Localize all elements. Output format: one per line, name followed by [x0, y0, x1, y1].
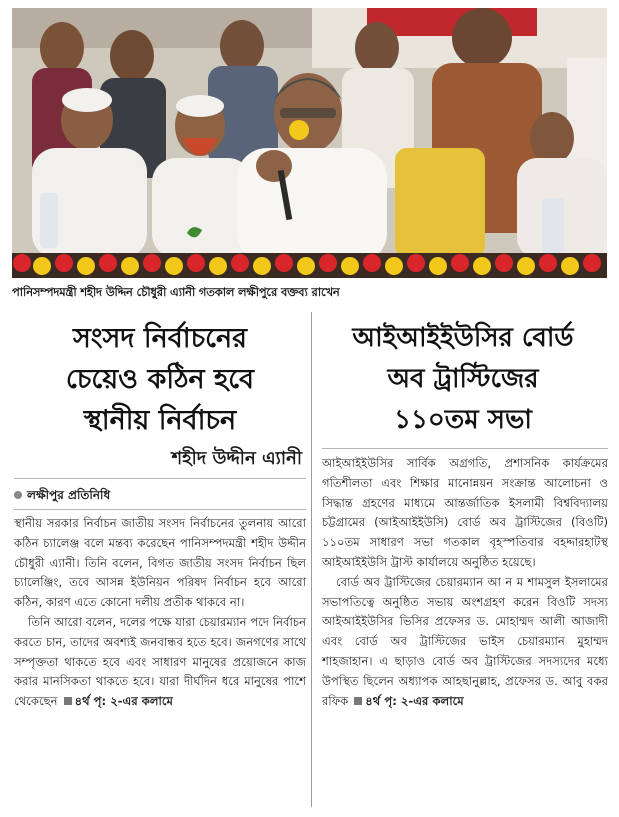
press-conference-photo	[12, 8, 607, 278]
right-headline-line2: অব ট্রাস্টিজের	[387, 364, 539, 394]
right-rule	[322, 448, 608, 449]
right-paragraph-1: আইআইইউসির সার্বিক অগ্রগতি, প্রশাসনিক কার্যক্রমের গতিশীলতা এবং শিক্ষার মানোন্নয়ন সংক্রান্ত আলোচনা ও সিদ্ধান্ত গ্রহণের মাধ্যমে আন্তর্জাতিক ইসলামী বিশ্ববিদ্যালয় চট্টগ্রামের (আইআইইউসি) বোর্ড অব ট্রাস্টিজের (বিওটি) ১১০তম সাধারণ সভা গতকাল বৃহস্পতিবার বহদ্দারহাটস্থ আইআইইউসি ট্রাস্ট কার্যালয়ে অনুষ্ঠিত হয়েছে।	[322, 456, 608, 569]
left-rule	[14, 478, 306, 479]
right-jump-link[interactable]	[348, 694, 463, 708]
left-paragraph-1: স্থানীয় সরকার নির্বাচন জাতীয় সংসদ নির্বাচনের তুলনায় আরো কঠিন চ্যালেঞ্জ বলে মন্তব্য করেছেন পানিসম্পদমন্ত্রী শহীদ উদ্দীন চৌধুরী এ্যানী। তিনি বলেন, বিগত জাতীয় সংসদ নির্বাচন ছিল চ্যালেঞ্জিং, তবে আসন্ন ইউনিয়ন পরিষদ নির্বাচন হবে আরো কঠিন, কারণ এতে কোনো দলীয় প্রতীক থাকবে না।	[14, 516, 306, 610]
left-headline	[14, 318, 306, 441]
column-divider	[311, 312, 312, 807]
right-paragraph-2-text: বোর্ড অব ট্রাস্টিজের চেয়ারম্যান আ ন ম শামসুল ইসলামের সভাপতিত্বে অনুষ্ঠিত সভায় অংশগ্রহণ করেন বিওটি সদস্য আইআইইউসির ভিসির প্রফেসর ড. মোহাম্মদ আলী আজাদী এবং বোর্ড অব ট্রাস্টিজের ভাইস চেয়ারম্যান মুহাম্মদ শাহজাহান। এ ছাড়াও বোর্ড অব ট্রাস্টিজের সদস্যদের মধ্যে উপস্থিত ছিলেন অধ্যাপক আহছানুল্লাহ, প্রফেসর ড. আবু বকর রফিক	[322, 574, 608, 708]
right-article-body	[322, 454, 608, 711]
left-credit-text: লক্ষীপুর প্রতিনিধি	[27, 488, 111, 502]
left-headline-line2: চেয়েও কঠিন হবে	[65, 364, 255, 395]
photo-illustration	[12, 8, 607, 278]
left-paragraph-2-text: তিনি আরো বলেন, দলের পক্ষে যারা চেয়ারম্যান পদে নির্বাচন করতে চান, তাদের অবশ্যই জনবান্ধব হতে হবে। জনগণের সাথে সম্পৃক্ততা থাকতে হবে এবং সাধারণ মানুষের প্রয়োজনে কাজ করার মানসিকতা থাকতে হবে। যারা দীর্ঘদিন ধরে মানুষের পাশে থেকেছেন	[14, 614, 306, 709]
left-rule-2	[14, 509, 306, 510]
left-jump-link[interactable]	[58, 694, 173, 708]
left-headline-line1: সংসদ নির্বাচনের	[73, 323, 247, 354]
left-jump-text: ৪র্থ পৃ: ২-এর কলামে	[74, 694, 173, 709]
right-headline	[318, 318, 608, 441]
right-jump-text: ৪র্থ পৃ: ২-এর কলামে	[365, 693, 464, 708]
left-byline: শহীদ উদ্দীন এ্যানী	[171, 448, 302, 469]
square-icon	[64, 697, 72, 705]
left-headline-line3: স্থানীয় নির্বাচন	[83, 405, 237, 436]
right-headline-line1: আইআইইউসির বোর্ড	[352, 323, 574, 353]
bullet-icon	[14, 491, 22, 499]
left-paragraph-2	[14, 613, 306, 712]
right-paragraph-2	[322, 573, 608, 712]
left-credit	[14, 486, 306, 504]
square-icon	[354, 697, 362, 705]
left-article-body	[14, 514, 306, 712]
photo-caption: পানিসম্পদমন্ত্রী শহীদ উদ্দিন চৌধুরী এ্যানী গতকাল লক্ষীপুরে বক্তব্য রাখেন	[12, 285, 340, 299]
right-headline-line3: ১১০তম সভা	[394, 405, 532, 435]
